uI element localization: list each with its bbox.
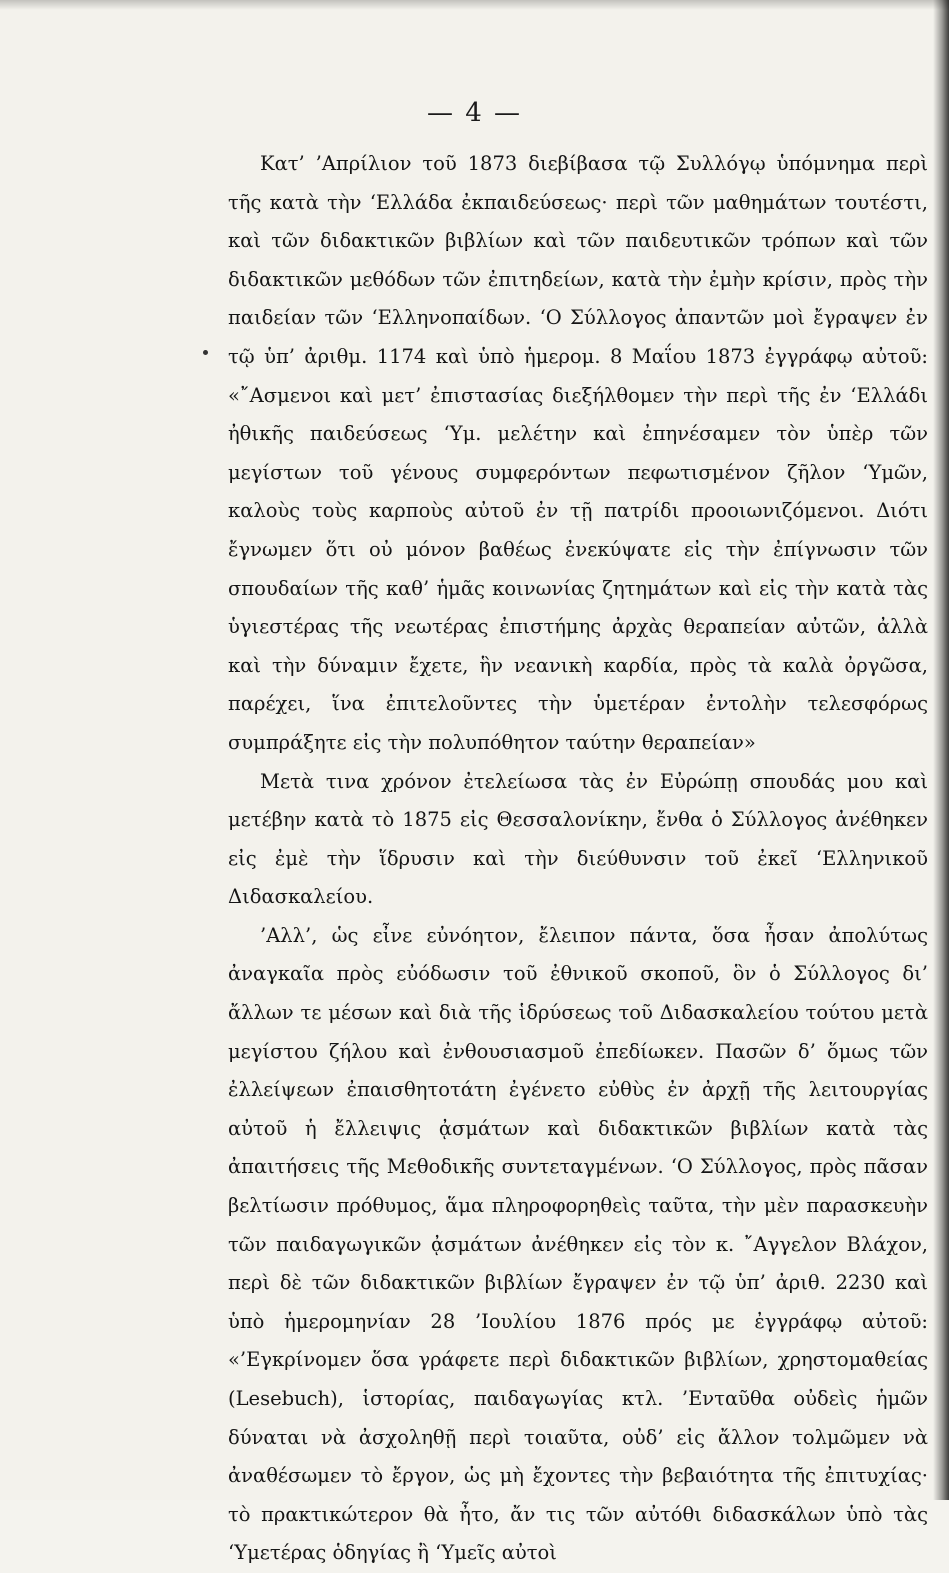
page-binding-shadow (933, 0, 949, 1500)
paragraph-1: Κατ’ ’Απρίλιον τοῦ 1873 διεβίβασα τῷ Συλλόγῳ ὑπόμνημα περὶ τῆς κατὰ τὴν ‘Ελλάδα ἐκπαιδεύσεως· περὶ τῶν μαθημάτων τουτέστι, καὶ τῶν διδακτικῶν βιβλίων καὶ τῶν παιδευτικῶν τρόπων καὶ τῶν διδακτικῶν μεθόδων τῶν ἐπιτηδείων, κατὰ τὴν ἐμὴν κρίσιν, πρὸς τὴν παιδείαν τῶν ‘Ελληνοπαίδων. ‘Ο Σύλλογος ἀπαντῶν μοὶ ἔγραψεν ἐν τῷ ὑπ’ ἀριθμ. 1174 καὶ ὑπὸ ἡμερομ. 8 Μαΐου 1873 ἐγγράφῳ αὐτοῦ: «῎Ασμενοι καὶ μετ’ ἐπιστασίας διεξήλθομεν τὴν περὶ τῆς ἐν ‘Ελλάδι ἠθικῆς παιδεύσεως ‘Υμ. μελέτην καὶ ἐπηνέσαμεν τὸν ὑπὲρ τῶν μεγίστων τοῦ γένους συμφερόντων πεφωτισμένον ζῆλον ‘Υμῶν, καλοὺς τοὺς καρποὺς αὐτοῦ ἐν τῇ πατρίδι προοιωνιζόμενοι. Διότι ἔγνωμεν ὅτι οὐ μόνον βαθέως ἐνεκύψατε εἰς τὴν ἐπίγνωσιν τῶν σπουδαίων τῆς καθ’ ἡμᾶς κοινωνίας ζητημάτων καὶ εἰς τὴν κατὰ τὰς ὑγιεστέρας τῆς νεωτέρας ἐπιστήμης ἀρχὰς θεραπείαν αὐτῶν, ἀλλὰ καὶ τὴν δύναμιν ἔχετε, ἣν νεανικὴ καρδία, πρὸς τὰ καλὰ ὀργῶσα, παρέχει, ἵνα ἐπιτελοῦντες τὴν ὑμετέραν ἐντολὴν τελεσφόρως συμπράξητε εἰς τὴν πολυπόθητον ταύτην θεραπείαν» (228, 152, 928, 754)
paragraph-3: ’Αλλ’, ὡς εἶνε εὐνόητον, ἔλειπον πάντα, ὅσα ἦσαν ἀπολύτως ἀναγκαῖα πρὸς εὐόδωσιν τοῦ ἐθνικοῦ σκοποῦ, ὃν ὁ Σύλλογος δι’ ἄλλων τε μέσων καὶ διὰ τῆς ἱδρύσεως τοῦ Διδασκαλείου τούτου μετὰ μεγίστου ζήλου καὶ ἐνθουσιασμοῦ ἐπεδίωκεν. Πασῶν δ’ ὅμως τῶν ἐλλείψεων ἐπαισθητοτάτη ἐγένετο εὐθὺς ἐν ἀρχῇ τῆς λειτουργίας αὐτοῦ ἡ ἔλλειψις ᾀσμάτων καὶ διδακτικῶν βιβλίων κατὰ τὰς ἀπαιτήσεις τῆς Μεθοδικῆς συντεταγμένων. ‘Ο Σύλλογος, πρὸς πᾶσαν βελτίωσιν πρόθυμος, ἅμα πληροφορηθεὶς ταῦτα, τὴν μὲν παρασκευὴν τῶν παιδαγωγικῶν ᾀσμάτων ἀνέθηκεν εἰς τὸν κ. ῎Αγγελον Βλάχον, περὶ δὲ τῶν διδακτικῶν βιβλίων ἔγραψεν ἐν τῷ ὑπ’ ἀριθ. 2230 καὶ ὑπὸ ἡμερομηνίαν 28 ’Ιουλίου 1876 πρός με ἐγγράφῳ αὐτοῦ: «’Εγκρίνομεν ὅσα γράφετε περὶ διδακτικῶν βιβλίων, χρηστομαθείας (Lesebuch), ἱστορίας, παιδαγωγίας κτλ. ’Ενταῦθα οὐδεὶς ἡμῶν δύναται νὰ ἀσχοληθῇ περὶ τοιαῦτα, οὐδ’ εἰς ἄλλον τολμῶμεν νὰ ἀναθέσωμεν τὸ ἔργον, ὡς μὴ ἔχοντες τὴν βεβαιότητα τῆς ἐπιτυχίας· τὸ πρακτικώτερον θὰ ἦτο, ἄν τις τῶν αὐτόθι διδασκάλων ὑπὸ τὰς ‘Υμετέρας ὁδηγίας ἢ ‘Υμεῖς αὐτοὶ (228, 923, 928, 1565)
page-number: — 4 — (426, 98, 523, 128)
ink-speck (203, 350, 208, 355)
body-text (228, 145, 928, 1573)
page-top-shadow (0, 0, 949, 10)
paragraph-2: Μετὰ τινα χρόνον ἐτελείωσα τὰς ἐν Εὐρώπῃ σπουδάς μου καὶ μετέβην κατὰ τὸ 1875 εἰς Θεσσαλονίκην, ἔνθα ὁ Σύλλογος ἀνέθηκεν εἰς ἐμὲ τὴν ἵδρυσιν καὶ τὴν διεύθυνσιν τοῦ ἐκεῖ ‘Ελληνικοῦ Διδασκαλείου. (228, 769, 928, 909)
